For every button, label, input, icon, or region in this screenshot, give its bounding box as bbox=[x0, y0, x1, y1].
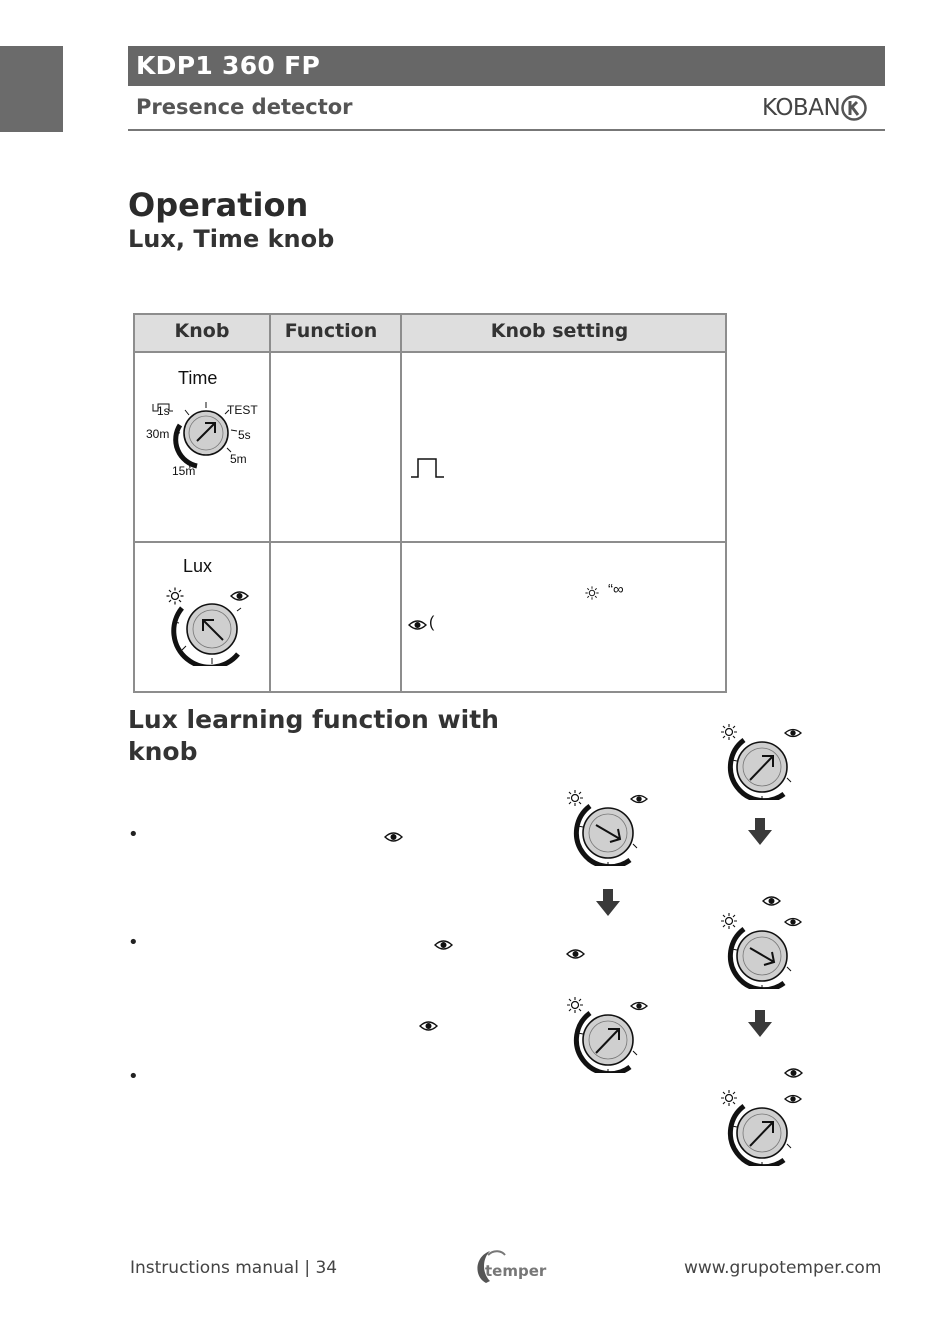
learning-dial-step-c bbox=[716, 1086, 816, 1166]
product-title: KDP1 360 FP bbox=[136, 51, 321, 80]
brand-name: KOBAN bbox=[762, 95, 841, 121]
table-border bbox=[133, 541, 727, 543]
table-border bbox=[133, 691, 727, 693]
title-bar bbox=[128, 46, 885, 86]
eye-icon bbox=[762, 895, 781, 907]
product-subtitle: Presence detector bbox=[136, 95, 353, 119]
eye-icon bbox=[785, 730, 801, 737]
time-knob-label: Time bbox=[178, 368, 218, 388]
eye-icon bbox=[566, 948, 585, 960]
time-label-15m: 15m bbox=[172, 464, 196, 478]
arrow-down-icon bbox=[748, 1010, 772, 1038]
bullet-marker: • bbox=[128, 824, 139, 845]
eye-icon bbox=[434, 939, 453, 951]
table-border bbox=[133, 313, 135, 693]
lux-setting-quote-infinity: “∞ bbox=[608, 581, 624, 598]
eye-icon bbox=[408, 619, 427, 631]
eye-icon bbox=[785, 919, 801, 926]
eye-icon bbox=[384, 831, 403, 843]
time-label-1s: 1s bbox=[157, 404, 170, 418]
eye-icon bbox=[419, 1020, 438, 1032]
table-border bbox=[725, 313, 727, 693]
footer-website: www.grupotemper.com bbox=[684, 1258, 882, 1278]
bullet-marker: • bbox=[128, 932, 139, 953]
time-label-5m: 5m bbox=[230, 452, 247, 466]
lux-knob-label: Lux bbox=[183, 556, 213, 576]
learning-dial-step-a bbox=[716, 720, 816, 800]
sun-icon bbox=[721, 913, 737, 929]
sun-icon bbox=[721, 1090, 737, 1106]
section-heading-lux-learning: Lux learning function with knob bbox=[128, 705, 499, 766]
lux-knob-dial bbox=[168, 594, 248, 666]
sun-icon bbox=[567, 790, 583, 806]
eye-icon bbox=[631, 1003, 647, 1010]
bullet-marker: • bbox=[128, 1066, 139, 1087]
column-header-knob: Knob bbox=[174, 320, 230, 342]
table-border bbox=[400, 313, 402, 693]
learning-dial-step-1 bbox=[562, 786, 662, 866]
time-knob-dial bbox=[145, 400, 255, 470]
arrow-down-icon bbox=[748, 818, 772, 846]
learning-dial-step-2 bbox=[562, 993, 662, 1073]
sun-icon bbox=[567, 997, 583, 1013]
eye-icon bbox=[785, 1096, 801, 1103]
time-label-test: TEST bbox=[227, 403, 258, 417]
table-border bbox=[269, 313, 271, 693]
header-divider bbox=[128, 129, 885, 131]
eye-icon bbox=[631, 796, 647, 803]
eye-icon bbox=[784, 1067, 803, 1079]
learning-dial-step-b bbox=[716, 909, 816, 989]
arrow-down-icon bbox=[596, 889, 620, 917]
section-heading-operation: Operation bbox=[128, 186, 309, 224]
column-header-function: Function bbox=[284, 320, 378, 342]
time-label-5s: 5s bbox=[238, 428, 251, 442]
brand-logo bbox=[762, 93, 867, 123]
sun-icon bbox=[585, 586, 599, 600]
section-subheading-lux-time: Lux, Time knob bbox=[128, 225, 335, 253]
time-label-30m: 30m bbox=[146, 427, 170, 441]
pulse-symbol-icon bbox=[410, 457, 446, 479]
koban-k-icon bbox=[841, 95, 867, 121]
temper-logo-word: temper bbox=[485, 1262, 547, 1280]
column-header-knob-setting: Knob setting bbox=[490, 320, 629, 342]
table-border bbox=[133, 313, 727, 315]
table-border bbox=[133, 351, 727, 353]
lux-setting-paren: ( bbox=[429, 614, 435, 631]
sun-icon bbox=[721, 724, 737, 740]
footer-manual-page: Instructions manual | 34 bbox=[130, 1258, 338, 1278]
side-tab-marker bbox=[0, 46, 63, 132]
